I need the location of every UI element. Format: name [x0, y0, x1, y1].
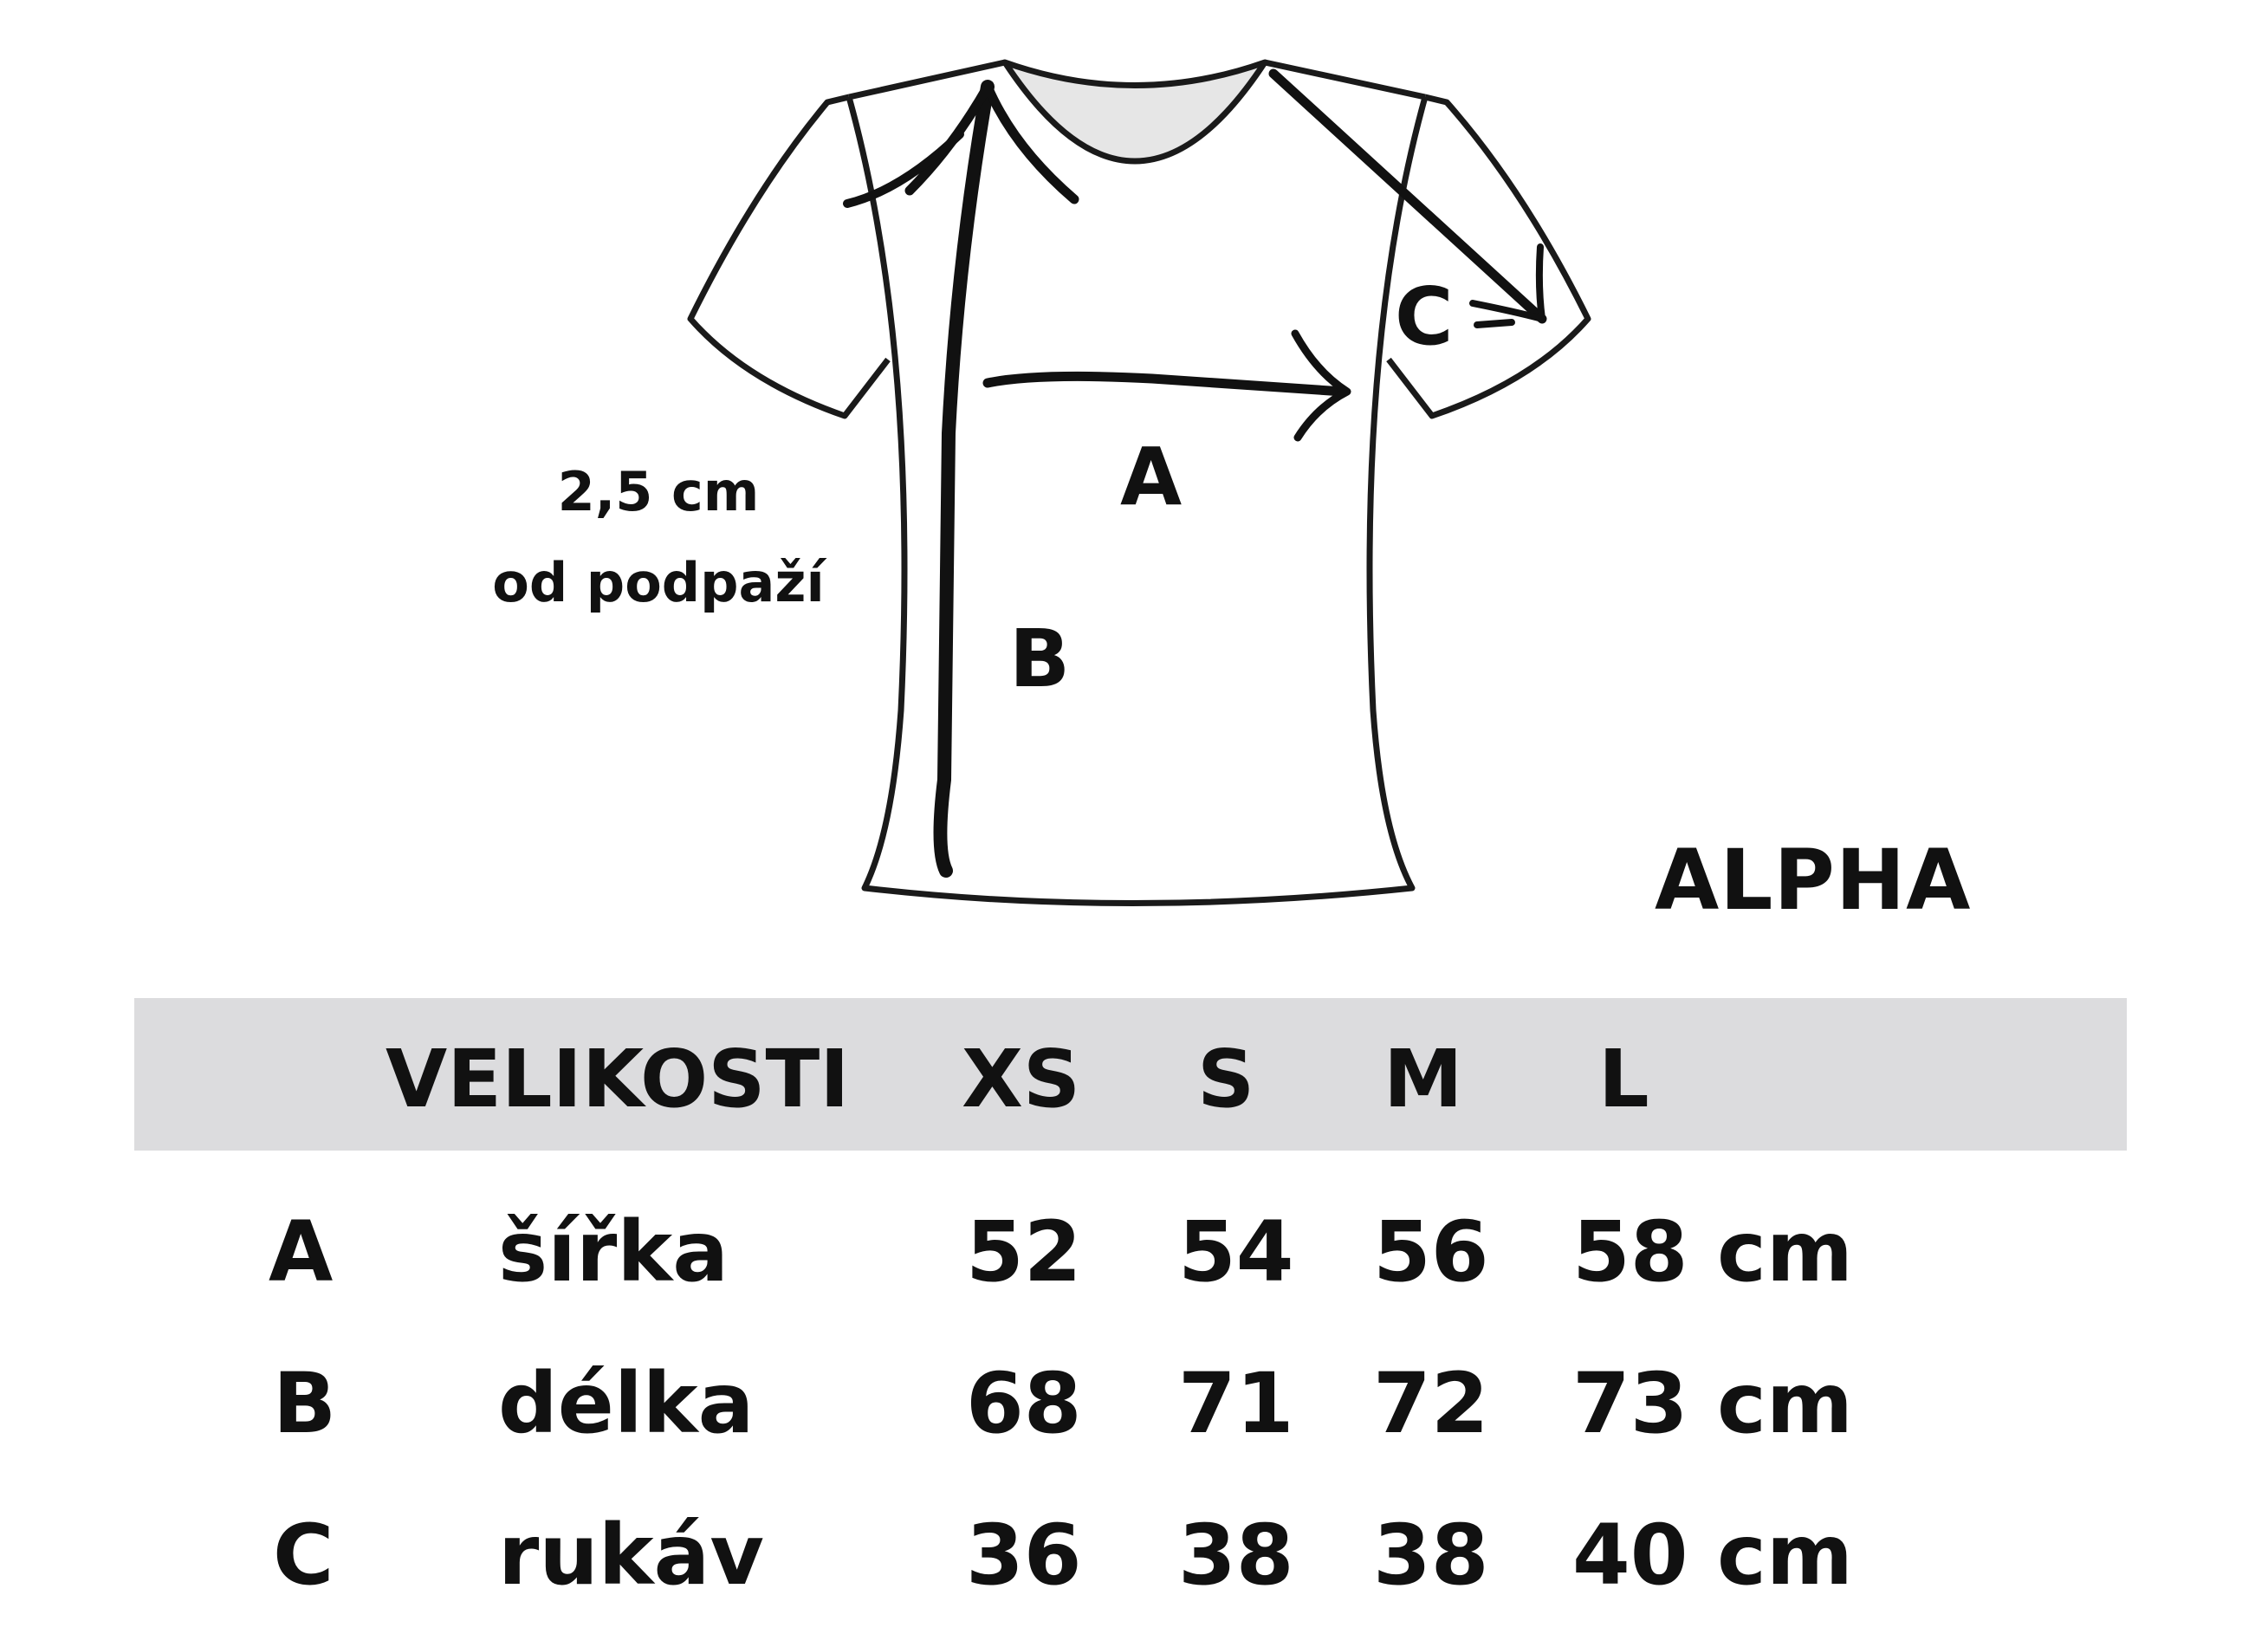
- row-c-l: 40 cm: [1572, 1507, 1853, 1604]
- note-line-1: 2,5 cm: [557, 460, 760, 523]
- label-a: A: [1120, 431, 1183, 523]
- row-c-key: C: [273, 1507, 334, 1604]
- row-c-name: rukáv: [498, 1507, 764, 1604]
- arrow-c-tail: [1477, 322, 1512, 325]
- label-b: B: [1009, 613, 1071, 705]
- header-size-xs: XS: [962, 1033, 1081, 1125]
- row-a-name: šířka: [498, 1203, 729, 1300]
- row-b-xs: 68: [966, 1355, 1082, 1452]
- header-size-l: L: [1598, 1033, 1649, 1125]
- header-size-m: M: [1383, 1033, 1463, 1125]
- row-a-key: A: [269, 1203, 334, 1300]
- row-c-xs: 36: [966, 1507, 1082, 1604]
- arrow-a-line: [988, 376, 1343, 392]
- row-b-s: 71: [1178, 1355, 1294, 1452]
- measurement-note: [450, 446, 866, 628]
- row-b-l: 73 cm: [1572, 1355, 1853, 1452]
- row-a-xs: 52: [966, 1203, 1082, 1300]
- right-sleeve: [1389, 97, 1588, 416]
- row-a-m: 56: [1373, 1203, 1489, 1300]
- row-b-m: 72: [1373, 1355, 1489, 1452]
- row-b-name: délka: [498, 1355, 755, 1452]
- header-sizes-label: VELIKOSTI: [386, 1033, 850, 1125]
- row-a-l: 58 cm: [1572, 1203, 1853, 1300]
- row-a-s: 54: [1178, 1203, 1294, 1300]
- row-c-m: 38: [1373, 1507, 1489, 1604]
- header-size-s: S: [1197, 1033, 1255, 1125]
- label-c: C: [1395, 270, 1454, 363]
- note-line-2: od podpaží: [492, 551, 825, 614]
- row-b-key: B: [273, 1355, 337, 1452]
- row-c-s: 38: [1178, 1507, 1294, 1604]
- arrow-b-line: [940, 87, 988, 871]
- collar-fill: [1005, 62, 1265, 161]
- model-name: ALPHA: [1655, 832, 1972, 929]
